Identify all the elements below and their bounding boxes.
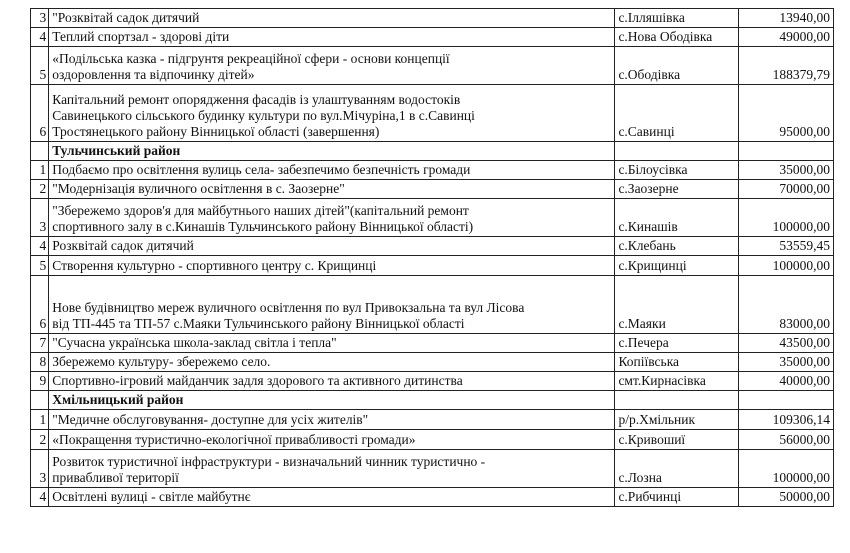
amount: 40000,00 xyxy=(739,372,834,391)
row-number: 1 xyxy=(31,161,49,180)
village: с.Ілляшівка xyxy=(615,9,739,28)
village: с.Клебань xyxy=(615,237,739,256)
amount: 100000,00 xyxy=(739,199,834,237)
village: с.Білоусівка xyxy=(615,161,739,180)
village: р/р.Хмільник xyxy=(615,410,739,430)
row-number: 3 xyxy=(31,9,49,28)
project-name: Розвиток туристичної інфраструктури - визначальний чинник туристично - привабливої території xyxy=(49,450,615,488)
table-row xyxy=(31,85,834,142)
amount: 35000,00 xyxy=(739,161,834,180)
row-number: 6 xyxy=(31,85,49,142)
section-header-row xyxy=(31,142,834,161)
amount: 50000,00 xyxy=(739,488,834,507)
row-number: 6 xyxy=(31,276,49,334)
village: с.Кривошиї xyxy=(615,430,739,450)
section-empty-cell xyxy=(615,391,739,410)
table-row xyxy=(31,9,834,28)
table-row xyxy=(31,488,834,507)
village: с.Заозерне xyxy=(615,180,739,199)
project-name: "Медичне обслуговування- доступне для усіх жителів" xyxy=(49,410,615,430)
table-row xyxy=(31,180,834,199)
section-title: Хмільницький район xyxy=(49,391,615,410)
table-row xyxy=(31,237,834,256)
table-row xyxy=(31,334,834,353)
amount: 188379,79 xyxy=(739,47,834,85)
row-number: 8 xyxy=(31,353,49,372)
row-number: 4 xyxy=(31,237,49,256)
project-name: Створення культурно - спортивного центру с. Крищинці xyxy=(49,256,615,276)
row-number: 7 xyxy=(31,334,49,353)
project-name: Капітальний ремонт опорядження фасадів із улаштуванням водостоків Савинецького сільського будинку культури по вул.Мічуріна,1 в с.Савинці Тростянецького району Вінницької області (завершення) xyxy=(49,85,615,142)
table-row xyxy=(31,28,834,47)
table-row xyxy=(31,276,834,334)
row-number: 4 xyxy=(31,488,49,507)
project-name: Нове будівництво мереж вуличного освітлення по вул Привокзальна та вул Лісова від ТП-445 та ТП-57 с.Маяки Тульчинського району Вінницької області xyxy=(49,276,615,334)
project-name: "Збережемо здоров'я для майбутнього наших дітей"(капітальний ремонт спортивного залу в с.Кинашів Тульчинського району Вінницької області) xyxy=(49,199,615,237)
project-name: «Подільська казка - підгрунтя рекреаційної сфери - основи концепції оздоровлення та відпочинку дітей» xyxy=(49,47,615,85)
table-row xyxy=(31,256,834,276)
village: с.Нова Ободівка xyxy=(615,28,739,47)
row-number: 1 xyxy=(31,410,49,430)
amount: 83000,00 xyxy=(739,276,834,334)
village: с.Кинашів xyxy=(615,199,739,237)
table-row xyxy=(31,450,834,488)
amount: 95000,00 xyxy=(739,85,834,142)
village: с.Ободівка xyxy=(615,47,739,85)
row-number: 3 xyxy=(31,450,49,488)
amount: 100000,00 xyxy=(739,450,834,488)
amount: 49000,00 xyxy=(739,28,834,47)
project-name: «Покращення туристично-екологічної привабливості громади» xyxy=(49,430,615,450)
amount: 13940,00 xyxy=(739,9,834,28)
table-row xyxy=(31,372,834,391)
amount: 43500,00 xyxy=(739,334,834,353)
section-empty-cell xyxy=(615,142,739,161)
row-number: 5 xyxy=(31,47,49,85)
project-name: Подбаємо про освітлення вулиць села- забезпечимо безпечність громади xyxy=(49,161,615,180)
table-row xyxy=(31,161,834,180)
amount: 100000,00 xyxy=(739,256,834,276)
section-number-cell xyxy=(31,391,49,410)
row-number: 9 xyxy=(31,372,49,391)
village: с.Печера xyxy=(615,334,739,353)
row-number: 2 xyxy=(31,430,49,450)
section-header-row xyxy=(31,391,834,410)
village: с.Савинці xyxy=(615,85,739,142)
project-name: Теплий спортзал - здорові діти xyxy=(49,28,615,47)
project-name: Збережемо культуру- збережемо село. xyxy=(49,353,615,372)
amount: 56000,00 xyxy=(739,430,834,450)
village: с.Крищинці xyxy=(615,256,739,276)
section-number-cell xyxy=(31,142,49,161)
project-name: "Розквітай садок дитячий xyxy=(49,9,615,28)
row-number: 4 xyxy=(31,28,49,47)
table-row xyxy=(31,353,834,372)
village: с.Маяки xyxy=(615,276,739,334)
section-empty-cell xyxy=(739,391,834,410)
project-name: "Сучасна українська школа-заклад світла і тепла" xyxy=(49,334,615,353)
project-name: "Модернізація вуличного освітлення в с. Заозерне" xyxy=(49,180,615,199)
village: с.Рибчинці xyxy=(615,488,739,507)
row-number: 5 xyxy=(31,256,49,276)
table-row xyxy=(31,47,834,85)
section-title: Тульчинський район xyxy=(49,142,615,161)
row-number: 2 xyxy=(31,180,49,199)
table-row xyxy=(31,410,834,430)
project-name: Освітлені вулиці - світле майбутнє xyxy=(49,488,615,507)
amount: 35000,00 xyxy=(739,353,834,372)
amount: 109306,14 xyxy=(739,410,834,430)
village: с.Лозна xyxy=(615,450,739,488)
amount: 70000,00 xyxy=(739,180,834,199)
project-name: Спортивно-ігровий майданчик задля здорового та активного дитинства xyxy=(49,372,615,391)
section-empty-cell xyxy=(739,142,834,161)
row-number: 3 xyxy=(31,199,49,237)
project-name: Розквітай садок дитячий xyxy=(49,237,615,256)
village: Копіївська xyxy=(615,353,739,372)
table-row xyxy=(31,430,834,450)
village: смт.Кирнасівка xyxy=(615,372,739,391)
projects-table xyxy=(30,8,834,507)
amount: 53559,45 xyxy=(739,237,834,256)
table-row xyxy=(31,199,834,237)
